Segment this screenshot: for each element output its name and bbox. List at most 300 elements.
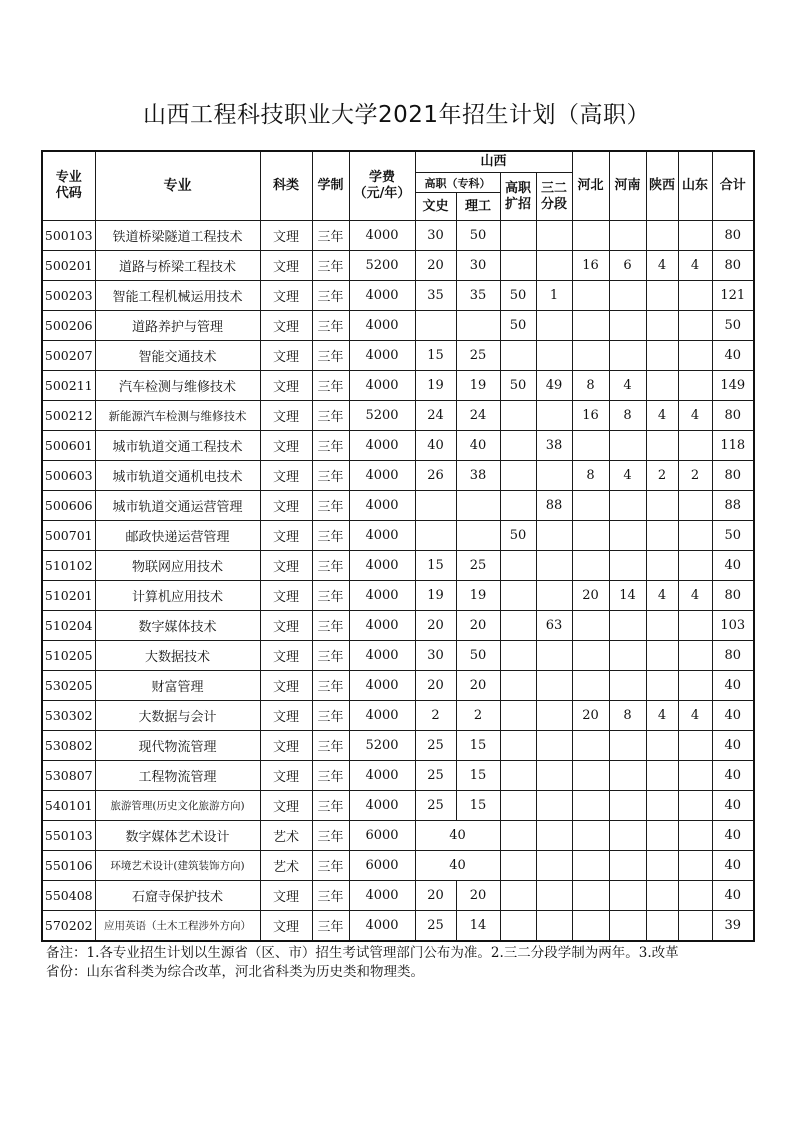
table-row <box>42 461 754 491</box>
cell-fenduan <box>536 551 572 581</box>
cell-henan: 8 <box>609 701 646 731</box>
cell-wenshi: 20 <box>415 611 456 641</box>
cell-wenshi: 20 <box>415 881 456 911</box>
cell-subject: 文理 <box>260 521 312 551</box>
cell-fenduan <box>536 461 572 491</box>
header-shaanxi: 陕西 <box>646 151 678 221</box>
cell-code: 500206 <box>42 311 95 341</box>
cell-fenduan: 1 <box>536 281 572 311</box>
page-title: 山西工程科技职业大学2021年招生计划（高职） <box>142 102 651 128</box>
header-system: 学制 <box>312 151 349 221</box>
header-kuozhao-line2: 扩招 <box>504 196 531 212</box>
table-row <box>42 791 754 821</box>
cell-subject: 文理 <box>260 491 312 521</box>
cell-code: 500207 <box>42 341 95 371</box>
cell-system: 三年 <box>312 581 349 611</box>
cell-hebei: 20 <box>572 581 609 611</box>
cell-wenshi: 2 <box>415 701 456 731</box>
cell-shaanxi <box>646 791 678 821</box>
cell-major: 现代物流管理 <box>95 731 260 761</box>
cell-subject: 文理 <box>260 461 312 491</box>
cell-total: 80 <box>712 251 754 281</box>
cell-fee: 4000 <box>349 701 415 731</box>
cell-subject: 文理 <box>260 341 312 371</box>
cell-major: 新能源汽车检测与维修技术 <box>95 401 260 431</box>
cell-ligong: 35 <box>456 281 500 311</box>
cell-total: 40 <box>712 851 754 881</box>
header-kuozhao <box>500 173 536 221</box>
cell-system: 三年 <box>312 611 349 641</box>
cell-henan <box>609 911 646 942</box>
cell-shaanxi <box>646 881 678 911</box>
cell-system: 三年 <box>312 701 349 731</box>
table-row <box>42 851 754 881</box>
cell-shaanxi <box>646 851 678 881</box>
cell-shaanxi <box>646 281 678 311</box>
cell-kuozhao <box>500 791 536 821</box>
cell-fee: 4000 <box>349 491 415 521</box>
cell-total: 50 <box>712 521 754 551</box>
cell-kuozhao <box>500 581 536 611</box>
cell-henan <box>609 311 646 341</box>
header-total: 合计 <box>712 151 754 221</box>
table-row <box>42 311 754 341</box>
header-subject: 科类 <box>260 151 312 221</box>
cell-wenshi <box>415 311 456 341</box>
cell-shandong: 4 <box>678 701 712 731</box>
cell-total: 40 <box>712 791 754 821</box>
cell-hebei <box>572 281 609 311</box>
cell-code: 510201 <box>42 581 95 611</box>
cell-henan <box>609 281 646 311</box>
cell-kuozhao <box>500 221 536 251</box>
header-fenduan-line2: 分段 <box>541 196 568 212</box>
cell-wenshi: 25 <box>415 791 456 821</box>
cell-major: 智能工程机械运用技术 <box>95 281 260 311</box>
cell-system: 三年 <box>312 251 349 281</box>
header-fee-line1: 学费 <box>368 170 395 185</box>
cell-system: 三年 <box>312 881 349 911</box>
cell-shandong <box>678 611 712 641</box>
table-row <box>42 611 754 641</box>
header-fenduan <box>536 173 572 221</box>
cell-kuozhao: 50 <box>500 371 536 401</box>
header-wenshi: 文史 <box>415 193 456 221</box>
cell-subject: 文理 <box>260 431 312 461</box>
header-shanxi: 山西 <box>415 151 572 173</box>
cell-major: 城市轨道交通机电技术 <box>95 461 260 491</box>
cell-shaanxi <box>646 521 678 551</box>
cell-hebei <box>572 311 609 341</box>
cell-code: 550106 <box>42 851 95 881</box>
cell-total: 39 <box>712 911 754 942</box>
cell-major: 环境艺术设计(建筑装饰方向) <box>95 851 260 881</box>
header-ligong: 理工 <box>456 193 500 221</box>
cell-fee: 4000 <box>349 431 415 461</box>
table-row <box>42 431 754 461</box>
cell-fenduan <box>536 881 572 911</box>
cell-hebei: 16 <box>572 401 609 431</box>
cell-ligong: 38 <box>456 461 500 491</box>
cell-system: 三年 <box>312 491 349 521</box>
cell-shandong <box>678 371 712 401</box>
header-fee-line2: （元/年） <box>353 186 411 201</box>
cell-kuozhao <box>500 251 536 281</box>
cell-shandong <box>678 311 712 341</box>
cell-system: 三年 <box>312 431 349 461</box>
cell-wenshi: 19 <box>415 371 456 401</box>
cell-ligong: 15 <box>456 731 500 761</box>
cell-total: 80 <box>712 461 754 491</box>
cell-shandong <box>678 851 712 881</box>
cell-fenduan: 49 <box>536 371 572 401</box>
cell-system: 三年 <box>312 641 349 671</box>
cell-total: 40 <box>712 731 754 761</box>
cell-hebei <box>572 881 609 911</box>
cell-henan: 4 <box>609 371 646 401</box>
cell-subject: 文理 <box>260 221 312 251</box>
cell-kuozhao <box>500 821 536 851</box>
cell-code: 550408 <box>42 881 95 911</box>
cell-subject: 文理 <box>260 881 312 911</box>
cell-henan <box>609 341 646 371</box>
cell-fenduan <box>536 761 572 791</box>
footnote-line1: 备注：1.各专业招生计划以生源省（区、市）招生考试管理部门公布为准。2.三二分段学制为两年。3.改革 <box>46 945 679 961</box>
cell-total: 149 <box>712 371 754 401</box>
cell-shaanxi: 2 <box>646 461 678 491</box>
cell-total: 40 <box>712 671 754 701</box>
cell-wenshi: 30 <box>415 641 456 671</box>
table-row <box>42 881 754 911</box>
cell-kuozhao <box>500 461 536 491</box>
cell-subject: 文理 <box>260 311 312 341</box>
cell-fee: 6000 <box>349 821 415 851</box>
table-row <box>42 671 754 701</box>
cell-henan <box>609 431 646 461</box>
cell-shandong: 4 <box>678 581 712 611</box>
cell-fee: 4000 <box>349 791 415 821</box>
cell-subject: 文理 <box>260 251 312 281</box>
table-row <box>42 251 754 281</box>
table-row <box>42 371 754 401</box>
cell-shaanxi: 4 <box>646 581 678 611</box>
cell-hebei <box>572 431 609 461</box>
cell-kuozhao <box>500 401 536 431</box>
cell-wenshi: 30 <box>415 221 456 251</box>
cell-major: 物联网应用技术 <box>95 551 260 581</box>
cell-total: 80 <box>712 581 754 611</box>
header-shandong: 山东 <box>678 151 712 221</box>
cell-code: 500212 <box>42 401 95 431</box>
cell-system: 三年 <box>312 221 349 251</box>
cell-shaanxi: 4 <box>646 401 678 431</box>
cell-code: 500601 <box>42 431 95 461</box>
cell-kuozhao <box>500 701 536 731</box>
cell-henan: 8 <box>609 401 646 431</box>
cell-fenduan <box>536 221 572 251</box>
cell-fee: 4000 <box>349 551 415 581</box>
cell-wenshi <box>415 491 456 521</box>
cell-kuozhao <box>500 431 536 461</box>
cell-ligong: 24 <box>456 401 500 431</box>
cell-shanxi-gaozhi: 40 <box>415 821 500 851</box>
cell-fenduan <box>536 791 572 821</box>
cell-fee: 4000 <box>349 881 415 911</box>
cell-fenduan <box>536 581 572 611</box>
cell-fenduan <box>536 251 572 281</box>
cell-total: 88 <box>712 491 754 521</box>
cell-system: 三年 <box>312 731 349 761</box>
cell-code: 510205 <box>42 641 95 671</box>
cell-shandong <box>678 431 712 461</box>
cell-fee: 4000 <box>349 371 415 401</box>
enrollment-plan-table <box>41 150 755 942</box>
cell-shaanxi <box>646 341 678 371</box>
header-henan: 河南 <box>609 151 646 221</box>
cell-system: 三年 <box>312 791 349 821</box>
cell-shandong <box>678 551 712 581</box>
cell-fenduan <box>536 701 572 731</box>
cell-fenduan <box>536 851 572 881</box>
cell-henan <box>609 641 646 671</box>
cell-hebei <box>572 761 609 791</box>
cell-henan <box>609 221 646 251</box>
cell-code: 570202 <box>42 911 95 942</box>
table-row <box>42 221 754 251</box>
cell-shanxi-gaozhi: 40 <box>415 851 500 881</box>
cell-wenshi: 20 <box>415 251 456 281</box>
cell-major: 道路养护与管理 <box>95 311 260 341</box>
cell-fenduan <box>536 401 572 431</box>
cell-code: 530205 <box>42 671 95 701</box>
table-row <box>42 281 754 311</box>
table-row <box>42 761 754 791</box>
cell-code: 500201 <box>42 251 95 281</box>
cell-kuozhao <box>500 731 536 761</box>
cell-wenshi: 19 <box>415 581 456 611</box>
cell-subject: 文理 <box>260 911 312 942</box>
cell-ligong <box>456 491 500 521</box>
cell-kuozhao <box>500 671 536 701</box>
cell-shaanxi <box>646 641 678 671</box>
cell-system: 三年 <box>312 311 349 341</box>
cell-code: 510204 <box>42 611 95 641</box>
cell-hebei: 16 <box>572 251 609 281</box>
cell-shaanxi <box>646 671 678 701</box>
cell-hebei <box>572 791 609 821</box>
cell-fenduan <box>536 671 572 701</box>
cell-ligong: 50 <box>456 221 500 251</box>
cell-fenduan <box>536 911 572 942</box>
cell-henan: 14 <box>609 581 646 611</box>
cell-subject: 文理 <box>260 281 312 311</box>
cell-shandong <box>678 911 712 942</box>
table-row <box>42 821 754 851</box>
cell-subject: 文理 <box>260 581 312 611</box>
table-row <box>42 521 754 551</box>
cell-ligong: 14 <box>456 911 500 942</box>
cell-total: 103 <box>712 611 754 641</box>
cell-major: 道路与桥梁工程技术 <box>95 251 260 281</box>
cell-henan <box>609 731 646 761</box>
table-row <box>42 491 754 521</box>
cell-henan <box>609 611 646 641</box>
cell-wenshi: 25 <box>415 731 456 761</box>
cell-kuozhao <box>500 881 536 911</box>
cell-kuozhao <box>500 911 536 942</box>
cell-hebei <box>572 671 609 701</box>
cell-ligong: 2 <box>456 701 500 731</box>
cell-shandong <box>678 221 712 251</box>
cell-shandong <box>678 671 712 701</box>
cell-shandong <box>678 761 712 791</box>
cell-kuozhao <box>500 551 536 581</box>
cell-wenshi <box>415 521 456 551</box>
cell-henan <box>609 851 646 881</box>
cell-system: 三年 <box>312 401 349 431</box>
cell-shaanxi <box>646 431 678 461</box>
cell-system: 三年 <box>312 821 349 851</box>
cell-subject: 文理 <box>260 401 312 431</box>
cell-fee: 5200 <box>349 731 415 761</box>
cell-major: 数字媒体技术 <box>95 611 260 641</box>
cell-shandong: 2 <box>678 461 712 491</box>
cell-fenduan: 38 <box>536 431 572 461</box>
cell-henan: 4 <box>609 461 646 491</box>
cell-code: 530807 <box>42 761 95 791</box>
cell-hebei <box>572 521 609 551</box>
cell-major: 石窟寺保护技术 <box>95 881 260 911</box>
cell-shaanxi: 4 <box>646 701 678 731</box>
cell-fenduan <box>536 731 572 761</box>
header-fenduan-line1: 三二 <box>541 180 568 196</box>
cell-shandong <box>678 521 712 551</box>
cell-total: 40 <box>712 881 754 911</box>
cell-hebei <box>572 611 609 641</box>
cell-shaanxi <box>646 551 678 581</box>
table-row <box>42 701 754 731</box>
cell-shandong <box>678 881 712 911</box>
cell-subject: 文理 <box>260 701 312 731</box>
cell-ligong <box>456 521 500 551</box>
cell-kuozhao: 50 <box>500 311 536 341</box>
cell-henan <box>609 761 646 791</box>
table-row <box>42 641 754 671</box>
cell-total: 121 <box>712 281 754 311</box>
cell-hebei: 8 <box>572 371 609 401</box>
cell-kuozhao <box>500 491 536 521</box>
cell-shandong <box>678 791 712 821</box>
cell-wenshi: 20 <box>415 671 456 701</box>
cell-major: 铁道桥梁隧道工程技术 <box>95 221 260 251</box>
header-code <box>42 151 95 221</box>
cell-henan <box>609 491 646 521</box>
cell-total: 40 <box>712 821 754 851</box>
table-row <box>42 731 754 761</box>
cell-total: 80 <box>712 641 754 671</box>
cell-hebei <box>572 911 609 942</box>
cell-code: 510102 <box>42 551 95 581</box>
cell-henan <box>609 881 646 911</box>
cell-ligong: 15 <box>456 761 500 791</box>
cell-shandong <box>678 821 712 851</box>
cell-wenshi: 25 <box>415 911 456 942</box>
cell-subject: 文理 <box>260 671 312 701</box>
cell-kuozhao <box>500 851 536 881</box>
table-row <box>42 401 754 431</box>
cell-system: 三年 <box>312 341 349 371</box>
cell-code: 530802 <box>42 731 95 761</box>
cell-kuozhao <box>500 761 536 791</box>
cell-code: 500701 <box>42 521 95 551</box>
cell-shandong: 4 <box>678 401 712 431</box>
cell-major: 工程物流管理 <box>95 761 260 791</box>
cell-subject: 文理 <box>260 641 312 671</box>
cell-hebei <box>572 731 609 761</box>
cell-major: 数字媒体艺术设计 <box>95 821 260 851</box>
cell-code: 500203 <box>42 281 95 311</box>
table-row <box>42 911 754 942</box>
cell-system: 三年 <box>312 911 349 942</box>
table-row <box>42 551 754 581</box>
cell-system: 三年 <box>312 461 349 491</box>
cell-subject: 文理 <box>260 371 312 401</box>
cell-fee: 4000 <box>349 641 415 671</box>
cell-hebei <box>572 491 609 521</box>
cell-subject: 文理 <box>260 611 312 641</box>
footnote-line2: 省份：山东省科类为综合改革，河北省科类为历史类和物理类。 <box>46 964 424 980</box>
cell-ligong: 20 <box>456 671 500 701</box>
cell-major: 大数据与会计 <box>95 701 260 731</box>
cell-code: 500211 <box>42 371 95 401</box>
cell-shandong: 4 <box>678 251 712 281</box>
cell-major: 应用英语（土木工程涉外方向） <box>95 911 260 942</box>
cell-hebei <box>572 641 609 671</box>
cell-fee: 6000 <box>349 851 415 881</box>
cell-subject: 文理 <box>260 551 312 581</box>
cell-hebei <box>572 341 609 371</box>
cell-shaanxi <box>646 491 678 521</box>
cell-code: 500606 <box>42 491 95 521</box>
cell-system: 三年 <box>312 551 349 581</box>
cell-fenduan <box>536 821 572 851</box>
cell-kuozhao: 50 <box>500 281 536 311</box>
header-kuozhao-line1: 高职 <box>504 180 531 196</box>
cell-code: 530302 <box>42 701 95 731</box>
cell-fee: 4000 <box>349 281 415 311</box>
cell-henan: 6 <box>609 251 646 281</box>
cell-ligong: 19 <box>456 581 500 611</box>
cell-total: 40 <box>712 701 754 731</box>
cell-wenshi: 24 <box>415 401 456 431</box>
cell-kuozhao <box>500 611 536 641</box>
cell-shandong <box>678 341 712 371</box>
cell-major: 财富管理 <box>95 671 260 701</box>
cell-shandong <box>678 491 712 521</box>
cell-hebei: 20 <box>572 701 609 731</box>
cell-total: 40 <box>712 761 754 791</box>
cell-wenshi: 35 <box>415 281 456 311</box>
cell-fee: 4000 <box>349 341 415 371</box>
footnote <box>46 944 746 982</box>
cell-fenduan <box>536 521 572 551</box>
cell-shaanxi <box>646 221 678 251</box>
cell-henan <box>609 791 646 821</box>
header-hebei: 河北 <box>572 151 609 221</box>
header-code-line2: 代码 <box>55 186 82 201</box>
cell-fee: 4000 <box>349 611 415 641</box>
cell-ligong: 15 <box>456 791 500 821</box>
